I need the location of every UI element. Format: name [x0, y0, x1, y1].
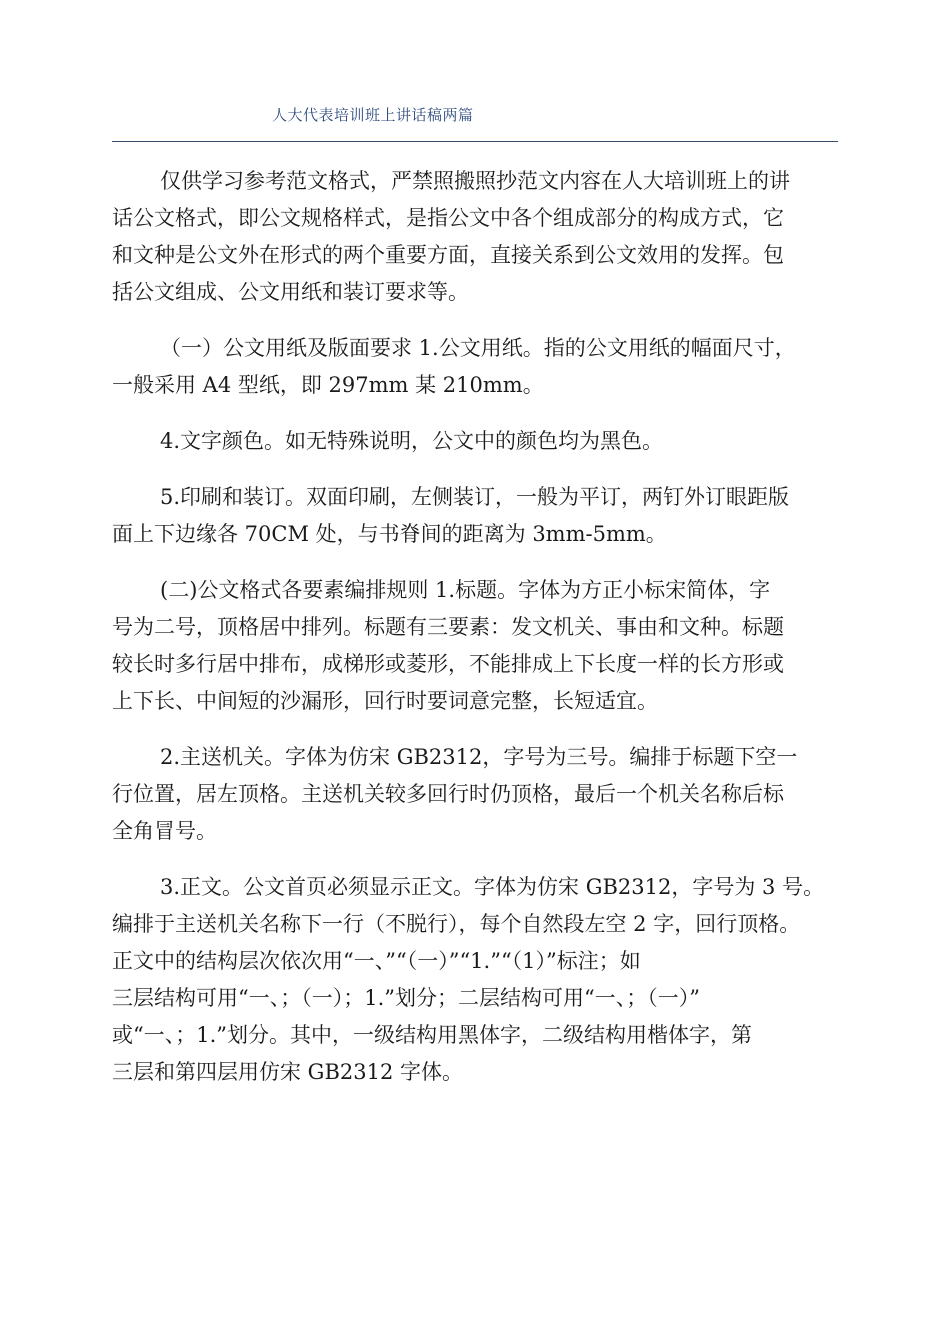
paragraph-line: 三层和第四层用仿宋 GB2312 字体。: [112, 1060, 464, 1084]
paragraph-line: 仅供学习参考范文格式，严禁照搬照抄范文内容在人大培训班上的讲: [160, 169, 790, 193]
paragraph-4: [112, 479, 842, 553]
paragraph-2: [112, 330, 842, 404]
paragraph-1: [112, 163, 842, 311]
paragraph-line: 2.主送机关。字体为仿宋 GB2312，字号为三号。编排于标题下空一: [160, 745, 798, 769]
paragraph-3: [112, 423, 842, 460]
paragraph-line: 编排于主送机关名称下一行（不脱行），每个自然段左空 2 字，回行顶格。: [112, 912, 801, 936]
header-title: 人大代表培训班上讲话稿两篇: [272, 106, 474, 124]
paragraph-line: 3.正文。公文首页必须显示正文。字体为仿宋 GB2312，字号为 3 号。: [160, 875, 825, 899]
document-body: [112, 163, 842, 1110]
paragraph-line: 5.印刷和装订。双面印刷，左侧装订，一般为平订，两钉外订眼距版: [160, 485, 790, 509]
paragraph-line: 较长时多行居中排布，成梯形或菱形，不能排成上下长度一样的长方形或: [112, 652, 784, 676]
paragraph-line: 全角冒号。: [112, 819, 217, 843]
paragraph-line: 和文种是公文外在形式的两个重要方面，直接关系到公文效用的发挥。包: [112, 243, 784, 267]
paragraph-line: （一）公文用纸及版面要求 1.公文用纸。指的公文用纸的幅面尺寸，: [160, 336, 796, 360]
paragraph-line: 上下长、中间短的沙漏形，回行时要词意完整，长短适宜。: [112, 689, 658, 713]
paragraph-line: 行位置，居左顶格。主送机关较多回行时仍顶格，最后一个机关名称后标: [112, 782, 784, 806]
paragraph-line: 正文中的结构层次依次用“一、”“（一）”“1.”“（1）”标注；如: [112, 949, 641, 973]
paragraph-6: [112, 739, 842, 850]
paragraph-5: [112, 572, 842, 720]
paragraph-line: 话公文格式，即公文规格样式，是指公文中各个组成部分的构成方式，它: [112, 206, 784, 230]
paragraph-line: (二)公文格式各要素编排规则 1.标题。字体为方正小标宋简体，字: [160, 578, 771, 602]
paragraph-line: 号为二号，顶格居中排列。标题有三要素：发文机关、事由和文种。标题: [112, 615, 784, 639]
header-divider: [112, 141, 838, 142]
paragraph-line: 4.文字颜色。如无特殊说明，公文中的颜色均为黑色。: [160, 429, 664, 453]
paragraph-line: 三层结构可用“一、；（一）；1.”划分；二层结构可用“一、；（一）”: [112, 986, 700, 1010]
paragraph-line: 括公文组成、公文用纸和装订要求等。: [112, 280, 469, 304]
paragraph-line: 一般采用 A4 型纸，即 297mm 某 210mm。: [112, 373, 544, 397]
paragraph-line: 面上下边缘各 70CM 处，与书脊间的距离为 3mm-5mm。: [112, 522, 667, 546]
paragraph-line: 或“一、；1.”划分。其中，一级结构用黑体字，二级结构用楷体字，第: [112, 1023, 753, 1047]
paragraph-7: [112, 869, 842, 1091]
